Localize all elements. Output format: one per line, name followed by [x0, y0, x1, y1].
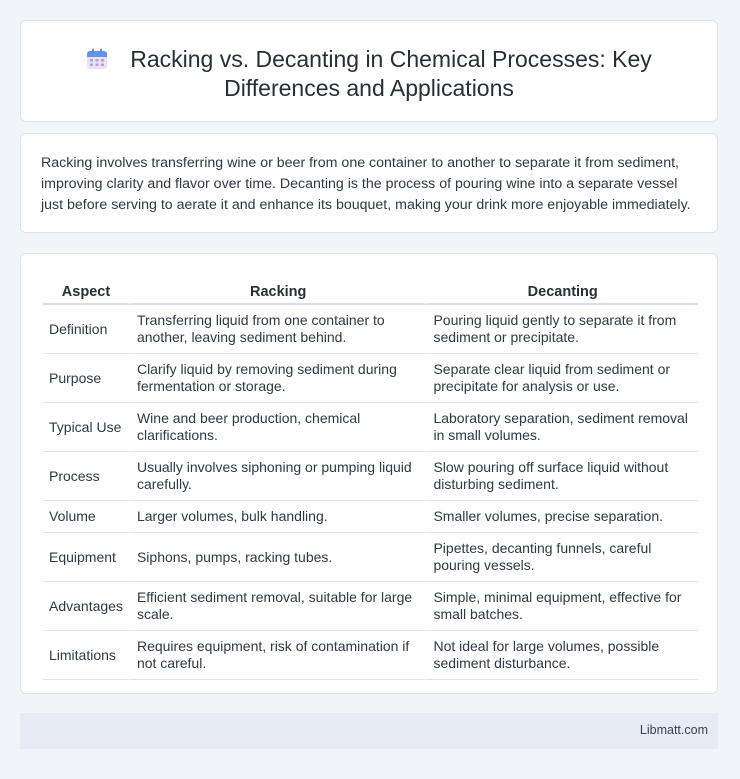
- table-header-row: [43, 274, 698, 305]
- row-decanting: Not ideal for large volumes, possible sediment disturbance.: [425, 631, 698, 680]
- row-decanting: Smaller volumes, precise separation.: [425, 501, 698, 533]
- comparison-table: [43, 274, 698, 680]
- row-aspect: Advantages: [43, 582, 129, 631]
- row-aspect: Definition: [43, 305, 129, 354]
- header-aspect: Aspect: [43, 274, 129, 305]
- row-racking: Wine and beer production, chemical clarifications.: [129, 403, 426, 452]
- table-row: [43, 305, 698, 354]
- row-decanting: Pipettes, decanting funnels, careful pouring vessels.: [425, 533, 698, 582]
- row-decanting: Laboratory separation, sediment removal in small volumes.: [425, 403, 698, 452]
- table-row: [43, 354, 698, 403]
- table-row: [43, 533, 698, 582]
- comparison-card: [20, 253, 718, 694]
- table-row: [43, 631, 698, 680]
- row-decanting: Pouring liquid gently to separate it from sediment or precipitate.: [425, 305, 698, 354]
- title-text: Racking vs. Decanting in Chemical Processes: Key Differences and Applications: [130, 46, 652, 101]
- calendar-icon: [86, 48, 108, 70]
- title-card: [20, 20, 718, 122]
- row-aspect: Limitations: [43, 631, 129, 680]
- table-row: [43, 403, 698, 452]
- row-decanting: Simple, minimal equipment, effective for small batches.: [425, 582, 698, 631]
- footer-bar: [20, 713, 718, 749]
- row-aspect: Purpose: [43, 354, 129, 403]
- row-racking: Requires equipment, risk of contamination if not careful.: [129, 631, 426, 680]
- header-decanting: Decanting: [425, 274, 698, 305]
- table-row: [43, 501, 698, 533]
- row-decanting: Slow pouring off surface liquid without disturbing sediment.: [425, 452, 698, 501]
- row-racking: Clarify liquid by removing sediment during fermentation or storage.: [129, 354, 426, 403]
- row-racking: Siphons, pumps, racking tubes.: [129, 533, 426, 582]
- row-racking: Usually involves siphoning or pumping liquid carefully.: [129, 452, 426, 501]
- row-aspect: Typical Use: [43, 403, 129, 452]
- row-racking: Efficient sediment removal, suitable for large scale.: [129, 582, 426, 631]
- footer-site-link[interactable]: Libmatt.com: [639, 723, 708, 737]
- row-aspect: Volume: [43, 501, 129, 533]
- row-aspect: Process: [43, 452, 129, 501]
- row-racking: Transferring liquid from one container to another, leaving sediment behind.: [129, 305, 426, 354]
- intro-paragraph: Racking involves transferring wine or beer from one container to another to separate it from sediment, improving clarity and flavor over time. Decanting is the process of pouring wine into a separate vessel just before serving to aerate it and enhance its bouquet, making your drink more enjoyable immediately.: [41, 155, 691, 213]
- page-title: [21, 45, 717, 103]
- row-racking: Larger volumes, bulk handling.: [129, 501, 426, 533]
- table-row: [43, 452, 698, 501]
- row-aspect: Equipment: [43, 533, 129, 582]
- table-row: [43, 582, 698, 631]
- intro-card: [20, 133, 718, 233]
- header-racking: Racking: [129, 274, 426, 305]
- row-decanting: Separate clear liquid from sediment or precipitate for analysis or use.: [425, 354, 698, 403]
